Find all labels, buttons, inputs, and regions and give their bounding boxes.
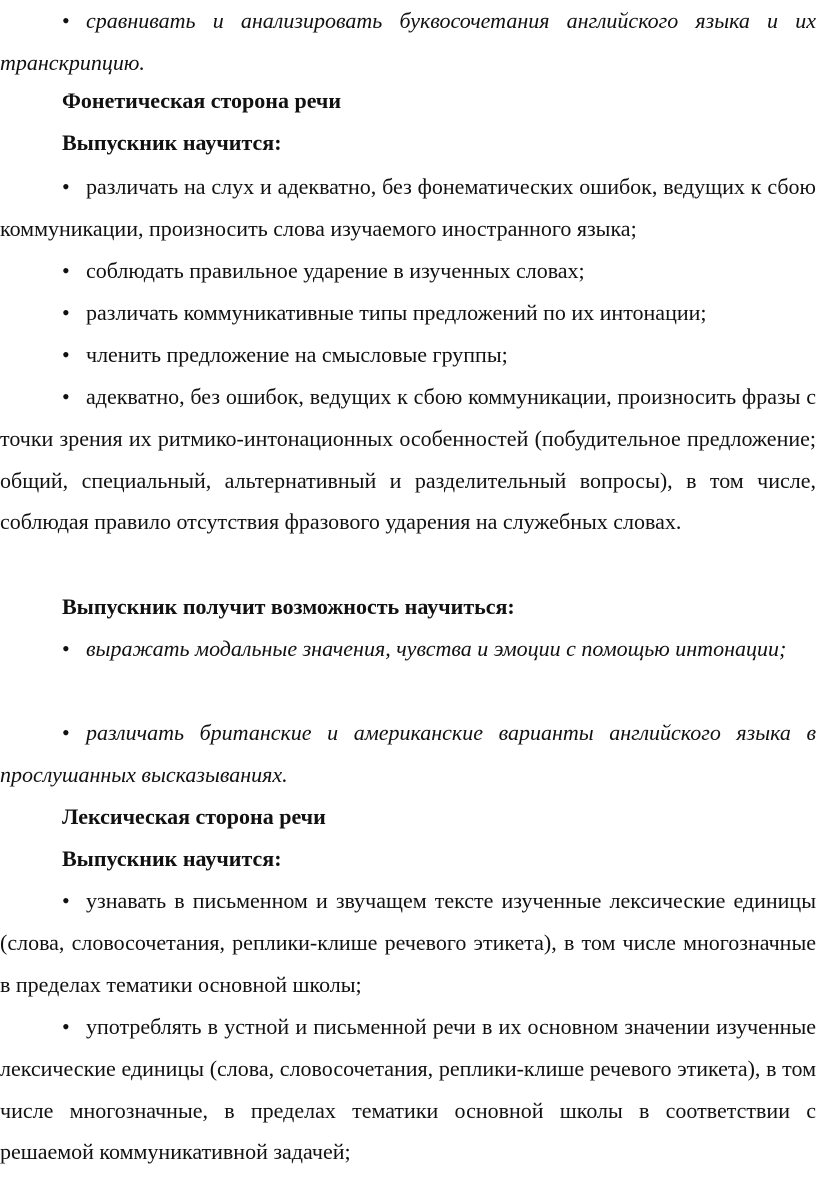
paragraph-text: выражать модальные значения, чувства и эмоции с помощью интонации; [86,636,787,661]
paragraph-text: различать коммуникативные типы предложений по их интонации; [86,300,707,325]
heading-graduate-will-learn-2: Выпускник научится: [62,846,282,871]
bullet-icon: • [62,1014,70,1039]
bullet-use-lexical-units [0,1006,816,1173]
bullet-icon: • [62,8,70,33]
paragraph-text: узнавать в письменном и звучащем тексте изученные лексические единицы (слова, словосочетания, реплики-клише речевого этикета), в том числе многозначные в пределах тематики основной школы; [0,888,816,997]
bullet-icon: • [62,300,70,325]
heading-phonetic-side: Фонетическая сторона речи [62,88,341,113]
bullet-icon: • [62,636,70,661]
paragraph-text: различать британские и американские варианты английского языка в прослушанных высказываниях. [0,720,816,787]
paragraph-text: членить предложение на смысловые группы; [86,342,508,367]
bullet-recognize-lexical-units [0,880,816,1005]
bullet-modal-meanings [0,628,816,670]
bullet-compare-letter-combinations [0,0,816,84]
bullet-british-american [0,712,816,796]
bullet-icon: • [62,174,70,199]
paragraph-text: употреблять в устной и письменной речи в их основном значении изученные лексические единицы (слова, словосочетания, реплики-клише речевого этикета), в том числе многозначные, в пределах тематики основной школы в соответствии с решаемой коммуникативной задачей; [0,1014,816,1165]
bullet-correct-stress [0,250,816,292]
bullet-communicative-types [0,292,816,334]
bullet-icon: • [62,342,70,367]
bullet-icon: • [62,384,70,409]
paragraph-text: соблюдать правильное ударение в изученных словах; [86,258,585,283]
paragraph-text: сравнивать и анализировать буквосочетания английского языка и их транскрипцию. [0,8,816,75]
heading-graduate-will-learn: Выпускник научится: [62,130,282,155]
bullet-sense-groups [0,334,816,376]
bullet-distinguish-by-ear [0,166,816,250]
bullet-icon: • [62,720,70,745]
heading-lexical-side: Лексическая сторона речи [62,804,326,829]
paragraph-text: различать на слух и адекватно, без фонематических ошибок, ведущих к сбою коммуникации, произносить слова изучаемого иностранного языка; [0,174,816,241]
bullet-icon: • [62,258,70,283]
heading-graduate-opportunity: Выпускник получит возможность научиться: [62,594,515,619]
paragraph-text: адекватно, без ошибок, ведущих к сбою коммуникации, произносить фразы с точки зрения их ритмико-интонационных особенностей (побудительное предложение; общий, специальный, альтернативный и разделительный вопросы), в том числе, соблюдая правило отсутствия фразового ударения на служебных словах. [0,384,816,535]
bullet-pronounce-phrases [0,376,816,543]
bullet-icon: • [62,888,70,913]
